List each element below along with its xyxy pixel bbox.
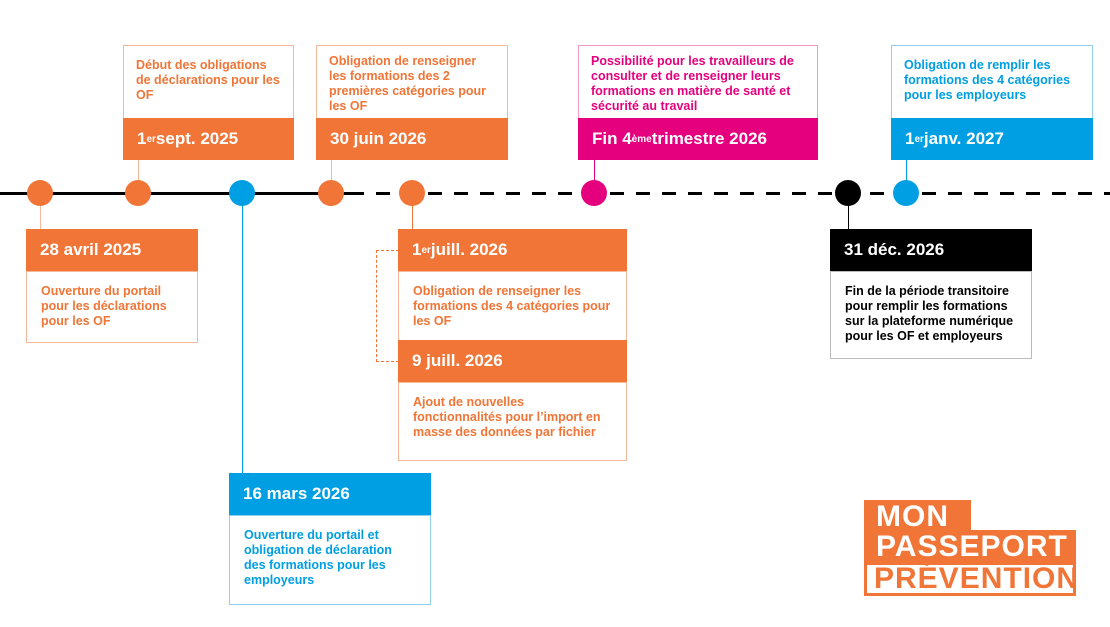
event-date (398, 229, 627, 271)
dotted-bracket (376, 250, 399, 362)
date-label: juill. 2026 (430, 240, 508, 259)
date-label: trimestre 2026 (651, 129, 767, 148)
date-label: 28 avril 2025 (40, 240, 142, 259)
milestone-dot (27, 180, 53, 206)
date-label: janv. 2027 (923, 129, 1004, 148)
milestone-dot (835, 180, 861, 206)
date-sup: er (914, 133, 924, 145)
event-date (398, 340, 627, 382)
event-date (316, 118, 508, 160)
milestone-dot (893, 180, 919, 206)
milestone-dot (229, 180, 255, 206)
event-description: Ajout de nouvelles fonctionnalités pour l’import en masse des données par fichier (398, 382, 627, 461)
event-description: Obligation de renseigner les formations des 4 catégories pour les OF (398, 271, 627, 340)
timeline-dashed-line (350, 192, 1110, 195)
date-label: 31 déc. 2026 (844, 240, 945, 259)
date-label: sept. 2025 (155, 129, 239, 148)
date-sup: er (146, 133, 156, 145)
event-date (229, 473, 431, 515)
date-sup: ème (631, 133, 652, 145)
event-description: Obligation de renseigner les formations des 2 premières catégories pour les OF (316, 45, 508, 118)
event-description: Début des obligations de déclarations pour les OF (123, 45, 294, 118)
milestone-dot (125, 180, 151, 206)
date-label: 16 mars 2026 (243, 484, 350, 503)
event-date (123, 118, 294, 160)
connector (242, 193, 243, 473)
event-date (26, 229, 198, 271)
date-label: 1 (905, 129, 915, 148)
logo-line: MON (876, 500, 949, 533)
event-description: Ouverture du portail et obligation de déclaration des formations pour les employeurs (229, 515, 431, 605)
date-label: 1 (412, 240, 422, 259)
event-date (830, 229, 1032, 271)
date-sup: er (421, 244, 431, 256)
logo-line: PRÉVENTION (874, 562, 1080, 595)
date-label: Fin 4 (592, 129, 632, 148)
date-label: 30 juin 2026 (330, 129, 427, 148)
event-description: Ouverture du portail pour les déclarations pour les OF (26, 271, 198, 343)
milestone-dot (399, 180, 425, 206)
logo-line: PASSEPORT (876, 530, 1068, 563)
event-date (891, 118, 1093, 160)
date-label: 9 juill. 2026 (412, 351, 503, 370)
milestone-dot (581, 180, 607, 206)
event-description: Possibilité pour les travailleurs de consulter et de renseigner leurs formations en matière de santé et sécurité au travail (578, 45, 818, 118)
event-description: Obligation de remplir les formations des 4 catégories pour les employeurs (891, 45, 1093, 118)
event-description: Fin de la période transitoire pour remplir les formations sur la plateforme numérique pour les OF et employeurs (830, 271, 1032, 359)
date-label: 1 (137, 129, 147, 148)
event-date (578, 118, 818, 160)
milestone-dot (318, 180, 344, 206)
